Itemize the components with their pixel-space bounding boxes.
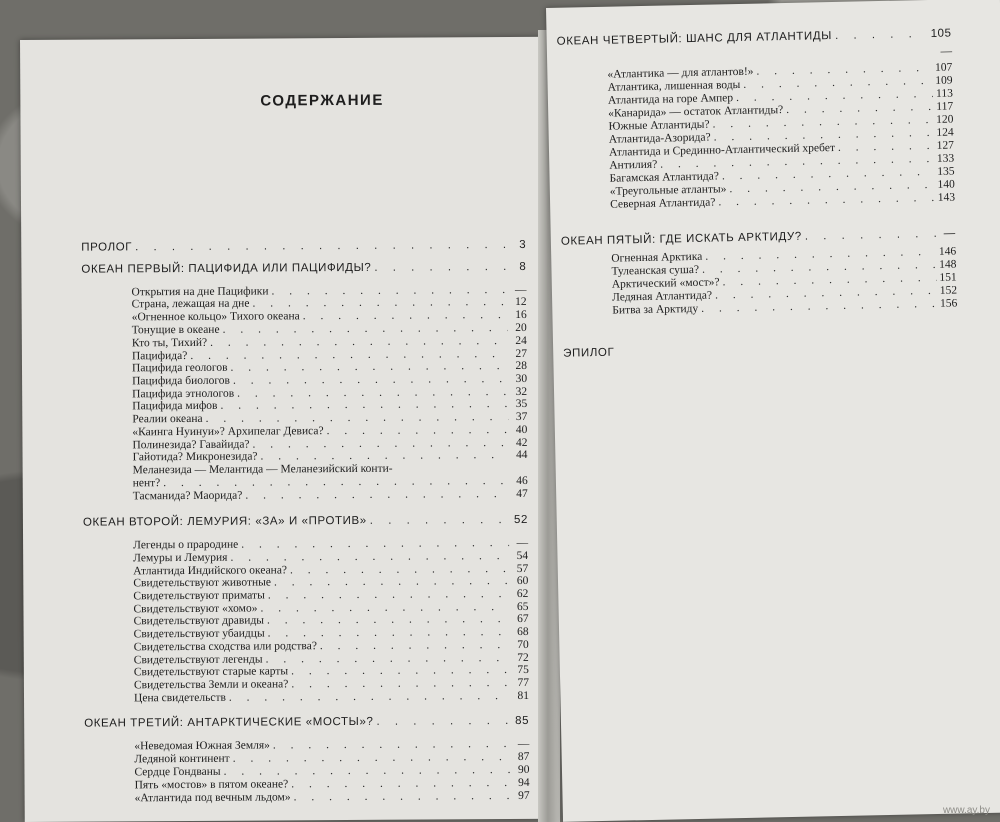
toc-page-number: 47	[516, 487, 528, 500]
toc-entry	[134, 690, 529, 705]
toc-page-number: 44	[516, 448, 528, 461]
toc-entry-title: Лемуры и Лемурия	[133, 551, 228, 565]
right-page	[546, 0, 1000, 822]
toc-page-number: 135	[937, 165, 955, 178]
toc-entry-title: Багамская Атлантида?	[609, 170, 720, 185]
toc-page-number: 20	[515, 321, 527, 334]
toc-entry-title: Тулеанская суша?	[611, 263, 700, 278]
dot-leader	[370, 514, 509, 528]
toc-entry-title: Свидетельствуют «хомо»	[133, 602, 258, 616]
toc-page-number: 105	[930, 27, 952, 40]
toc-page-number: 140	[937, 178, 955, 191]
toc-entry-title: Тонущие в океане	[131, 323, 220, 337]
toc-page-number: 120	[936, 113, 954, 126]
toc-page-number: 62	[516, 587, 529, 600]
toc-entry-title: ЭПИЛОГ	[563, 346, 615, 360]
toc-entry-title: Пацифида геологов	[131, 361, 228, 375]
toc-entry-title: ОКЕАН ПЯТЫЙ: ГДЕ ИСКАТЬ АРКТИДУ?	[560, 230, 802, 248]
dot-leader	[245, 488, 509, 503]
toc-part-heading	[81, 261, 526, 277]
toc-entry-title: Пацифида мифов	[132, 399, 218, 413]
toc-entry-title: Ледяная Атлантида?	[611, 289, 713, 304]
toc-entry-title: Арктический «мост»?	[611, 276, 720, 291]
dot-leader	[835, 28, 928, 43]
toc-entry-title: ОКЕАН ПЕРВЫЙ: ПАЦИФИДА ИЛИ ПАЦИФИДЫ?	[81, 261, 372, 276]
toc-entry-title: ПРОЛОГ	[81, 241, 133, 254]
toc-entry-title: Свидетельствуют приматы	[133, 589, 265, 603]
toc-page-number: 75	[517, 663, 529, 676]
toc-page-number: 68	[517, 625, 529, 638]
toc-entry-title: ОКЕАН ТРЕТИЙ: АНТАРКТИЧЕСКИЕ «МОСТЫ»?	[84, 715, 374, 730]
toc-page-number: 107	[934, 61, 953, 74]
watermark: www.ay.by	[942, 805, 990, 816]
toc-entry	[135, 790, 530, 805]
toc-entry-title: Кто ты, Тихий?	[131, 336, 208, 350]
dot-leader	[291, 777, 510, 791]
toc-entry-title: Битва за Арктиду	[612, 302, 699, 317]
toc-entry	[907, 46, 952, 60]
toc-page-number: 28	[515, 359, 528, 372]
toc-entry-title: Северная Атлантида?	[610, 196, 716, 211]
page-title: СОДЕРЖАНИЕ	[260, 91, 384, 110]
right-toc	[546, 0, 1000, 822]
dot-leader	[320, 639, 510, 653]
toc-entry-title: Гайотида? Микронезида?	[132, 450, 258, 464]
toc-page-number: —	[940, 45, 953, 58]
toc-entry-title: «Неведомая Южная Земля»	[134, 739, 270, 753]
dot-leader	[376, 715, 510, 729]
dot-leader	[294, 790, 511, 804]
toc-page-number: 16	[515, 308, 527, 321]
toc-page-number: 146	[938, 245, 957, 258]
toc-entry-title: Атлантида-Азорида?	[608, 131, 711, 146]
toc-entry-title: Открытия на дне Пацифики	[131, 285, 269, 299]
toc-page-number: 77	[517, 676, 529, 689]
toc-entry-title: «Атлантика — для атлантов!»	[607, 65, 754, 81]
toc-page-number: 30	[515, 372, 528, 385]
toc-page-number: 54	[516, 549, 529, 562]
toc-entry-title: ОКЕАН ЧЕТВЕРТЫЙ: ШАНС ДЛЯ АТЛАНТИДЫ	[556, 30, 833, 48]
toc-entry-title: Страна, лежащая на дне	[131, 297, 250, 311]
dot-leader	[805, 228, 937, 244]
toc-page-number: 81	[517, 689, 530, 702]
toc-entry-title: Пять «мостов» в пятом океане?	[134, 778, 289, 792]
toc-page-number: —	[943, 227, 956, 240]
toc-page-number: 133	[936, 152, 955, 165]
toc-page-number: 152	[939, 284, 958, 297]
left-page	[20, 37, 555, 822]
toc-entry-title: Свидетельствуют убаидцы	[133, 627, 265, 641]
toc-entry-title: Атлантида и Срединно-Атлантический хребет	[608, 141, 836, 159]
toc-page-number: 156	[939, 297, 958, 310]
toc-page-number: 72	[517, 651, 529, 664]
toc-part-heading	[81, 239, 526, 255]
toc-part-heading	[561, 227, 956, 248]
toc-page-number: —	[517, 737, 530, 750]
toc-entry-title: Свидетельствуют старые карты	[133, 665, 289, 679]
toc-page-number: 90	[517, 763, 530, 776]
toc-page-number: 27	[515, 347, 527, 360]
toc-page-number: 94	[518, 776, 530, 789]
toc-page-number: 42	[515, 436, 528, 449]
toc-page-number: 12	[515, 295, 527, 308]
toc-entry-title: Пацифида этнологов	[132, 387, 235, 401]
toc-page-number: 24	[515, 334, 527, 347]
toc-page-number: 3	[519, 238, 527, 251]
toc-page-number: 37	[515, 410, 528, 423]
toc-page-number: 65	[516, 600, 529, 613]
toc-entry-title: нент?	[132, 477, 161, 490]
toc-page-number: 60	[516, 574, 529, 587]
toc-entry-title: Свидетельствуют животные	[133, 576, 271, 590]
toc-page-number: 46	[516, 474, 528, 487]
toc-page-number: 70	[517, 638, 529, 651]
toc-entry-title: ОКЕАН ВТОРОЙ: ЛЕМУРИЯ: «ЗА» И «ПРОТИВ»	[82, 514, 367, 529]
toc-part-heading	[83, 514, 528, 530]
toc-entry-title: Пацифида биологов	[132, 374, 230, 388]
toc-page-number: 143	[937, 191, 956, 204]
toc-entry-title: Южные Атлантиды?	[608, 118, 710, 133]
toc-page-number: 124	[936, 126, 954, 139]
toc-page-number: 117	[936, 100, 954, 113]
toc-entry-title: Меланезида — Мелантида — Меланезийский конти-	[132, 462, 393, 477]
toc-entry-title: «Атлантида под вечным льдом»	[134, 791, 291, 805]
toc-entry	[133, 488, 528, 503]
toc-entry-title: Свидетельствуют легенды	[133, 653, 263, 667]
toc-part-heading	[557, 28, 952, 49]
toc-entry-title: Атлантида Индийского океана?	[133, 564, 288, 578]
toc-page-number: —	[514, 283, 527, 296]
toc-page-number: 32	[515, 385, 528, 398]
toc-page-number: 85	[515, 714, 530, 727]
dot-leader	[135, 239, 507, 254]
toc-entry-title: Тасманида? Маорида?	[132, 489, 243, 503]
toc-entry-title: Цена свидетельств	[133, 691, 226, 705]
toc-page-number: 87	[517, 750, 530, 763]
toc-entry-title: Огненная Арктика	[611, 250, 703, 265]
toc-entry-title: Атлантида на горе Ампер	[607, 92, 734, 107]
toc-page-number: 35	[515, 397, 528, 410]
toc-page-number: 67	[517, 612, 529, 625]
dot-leader	[303, 309, 508, 323]
toc-entry-title: Атлантика, лишенная воды	[607, 78, 741, 94]
dot-leader	[229, 690, 510, 705]
dot-leader	[374, 261, 507, 275]
toc-part-heading	[84, 715, 529, 731]
toc-entry-title: Ледяной континент	[134, 752, 230, 766]
toc-part-heading	[563, 339, 958, 360]
toc-page-number: 57	[516, 562, 529, 575]
toc-page-number: 127	[936, 139, 955, 152]
toc-page-number: 8	[519, 260, 527, 273]
toc-page-number: 97	[518, 789, 530, 802]
toc-page-number: 40	[515, 423, 528, 436]
toc-entry-title: Полинезида? Гавайида?	[132, 438, 250, 452]
toc-page-number: 109	[935, 74, 953, 87]
toc-entry-title: «Треугольные атланты»	[609, 183, 727, 198]
toc-entry-title: Свидетельства Земли и океана?	[133, 678, 289, 692]
toc-entry-title: Свидетельствуют дравиды	[133, 614, 265, 628]
toc-entry-title: Реалии океана	[132, 412, 203, 426]
toc-entry-title: Легенды о прародине	[133, 538, 239, 552]
toc-entry-title: Сердце Гондваны	[134, 765, 221, 779]
toc-entry-title: Антилия?	[609, 158, 658, 172]
toc-entry-title: Свидетельства сходства или родства?	[133, 640, 317, 654]
toc-page-number: 148	[939, 258, 957, 271]
toc-entry-title: «Каинга Нуинуи»? Архипелаг Девиса?	[132, 425, 324, 439]
toc-page-number: 113	[935, 87, 954, 100]
toc-entry-title: «Огненное кольцо» Тихого океана	[131, 310, 300, 324]
toc-page-number: 151	[939, 271, 957, 284]
dot-leader	[291, 664, 510, 678]
dot-leader	[291, 677, 510, 691]
toc-page-number: 52	[513, 513, 528, 526]
toc-entry-title: Пацифида?	[131, 349, 188, 363]
dot-leader	[327, 424, 509, 438]
toc-page-number: —	[516, 536, 529, 549]
toc-entry-title: «Канарида» — остаток Атлантиды?	[608, 104, 784, 120]
